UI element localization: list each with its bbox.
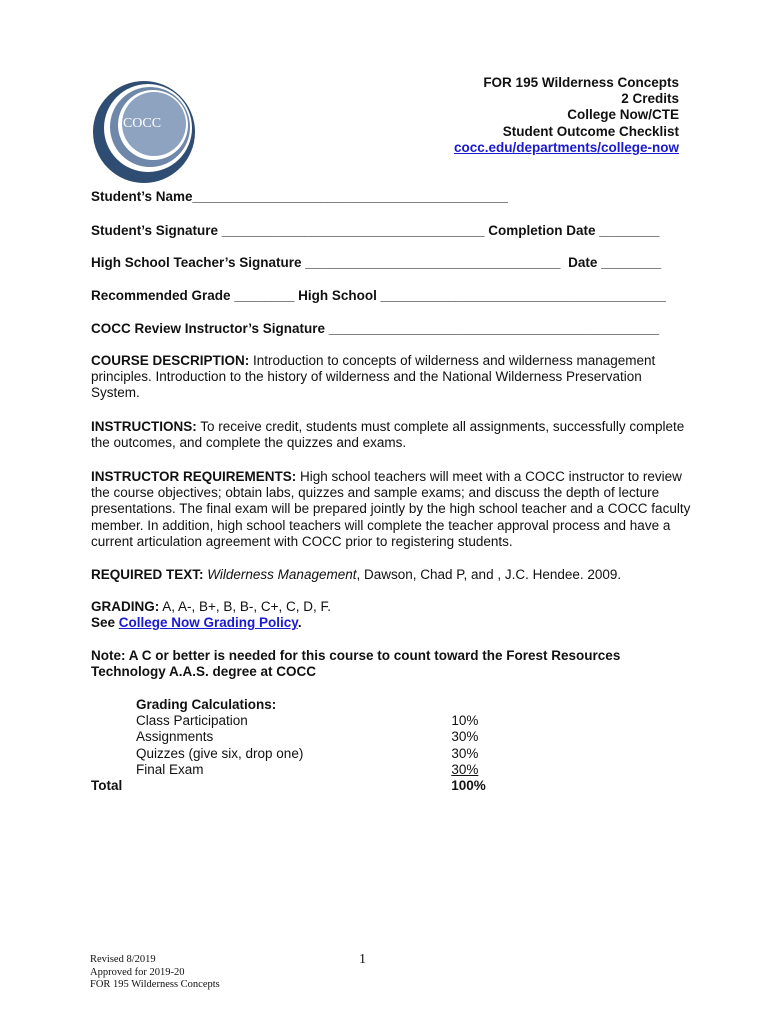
approved-year: Approved for 2019-20	[90, 966, 185, 978]
grade-total-label: Total	[91, 778, 123, 794]
grade-item-row	[91, 746, 511, 762]
grading-scale: A, A-, B+, B, B-, C+, C, D, F.	[159, 599, 332, 614]
grade-item-label: Class Participation	[136, 713, 248, 729]
grading-calculations-title: Grading Calculations:	[136, 697, 277, 712]
grade-item-value: 10%	[451, 713, 479, 729]
required-text-rest: , Dawson, Chad P, and , J.C. Hendee. 2009.	[356, 567, 622, 582]
instructor-requirements	[91, 469, 691, 550]
degree-note: Note: A C or better is needed for this course to count toward the Forest Resources Technology A.A.S. degree at COCC	[91, 648, 621, 680]
grade-item-row	[91, 762, 511, 778]
grading-calculations	[91, 697, 511, 794]
course-description-label: COURSE DESCRIPTION:	[91, 353, 250, 368]
grade-item-value: 30%	[451, 729, 479, 745]
required-text	[91, 567, 691, 583]
grade-item-row	[91, 729, 511, 745]
grading-label: GRADING:	[91, 599, 160, 614]
grading-section	[91, 599, 691, 631]
instructions	[91, 419, 691, 451]
grade-total-row	[91, 778, 511, 794]
required-text-label: REQUIRED TEXT:	[91, 567, 204, 582]
instructions-text: To receive credit, students must complete all assignments, successfully complete the outcomes, and complete the quizzes and exams.	[91, 419, 685, 451]
instructor-requirements-text: High school teachers will meet with a COCC instructor to review the course objectives; obtain labs, quizzes and sample exams; and discuss the depth of lecture presentations. The final exam will be prepared jointly by the high school teacher and a COCC faculty member. In addition, high school teachers will complete the teacher approval process and have a current articulation agreement with COCC prior to registering students.	[91, 469, 691, 549]
grading-policy-link[interactable]: College Now Grading Policy	[118, 615, 298, 631]
grade-item-label: Assignments	[136, 729, 214, 745]
logo-text: COCC	[122, 116, 162, 131]
instructions-label: INSTRUCTIONS:	[91, 419, 197, 434]
grade-total-value: 100%	[451, 778, 486, 794]
student-signature-field[interactable]: Student’s Signature ___________________________________ Completion Date ________	[91, 223, 660, 238]
recommended-grade-field[interactable]: Recommended Grade ________ High School ______________________________________	[91, 288, 666, 303]
program-name: College Now/CTE	[567, 107, 679, 123]
instructor-requirements-label: INSTRUCTOR REQUIREMENTS:	[91, 469, 297, 484]
required-text-title: Wilderness Management	[207, 567, 357, 582]
credits: 2 Credits	[621, 91, 679, 107]
grade-item-label: Quizzes (give six, drop one)	[136, 745, 304, 761]
cocc-logo-mark	[92, 80, 196, 184]
grade-item-value: 30%	[451, 745, 479, 761]
grade-item-value: 30%	[451, 761, 479, 777]
grade-item-label: Final Exam	[136, 761, 204, 777]
document-header	[454, 75, 679, 156]
course-title: FOR 195 Wilderness Concepts	[483, 75, 679, 90]
document-footer	[90, 954, 220, 992]
see-suffix: .	[297, 615, 302, 631]
cocc-logo	[92, 80, 196, 184]
document-title: Student Outcome Checklist	[502, 123, 679, 139]
see-prefix: See	[91, 615, 119, 631]
student-name-field[interactable]: Student’s Name__________________________________________	[91, 189, 508, 204]
college-now-link[interactable]: cocc.edu/departments/college-now	[453, 139, 679, 155]
course-description-text: Introduction to concepts of wilderness and wilderness management principles. Introduction to the history of wilderness and the National Wilderness Preservation System.	[91, 353, 656, 401]
course-description	[91, 353, 691, 402]
teacher-signature-field[interactable]: High School Teacher’s Signature __________________________________ Date ________	[91, 255, 662, 270]
footer-course: FOR 195 Wilderness Concepts	[90, 979, 220, 990]
page-number: 1	[359, 952, 366, 967]
review-instructor-signature-field[interactable]: COCC Review Instructor’s Signature ____________________________________________	[91, 321, 660, 336]
grade-item-row	[91, 713, 511, 729]
revised-date: Revised 8/2019	[90, 954, 156, 965]
